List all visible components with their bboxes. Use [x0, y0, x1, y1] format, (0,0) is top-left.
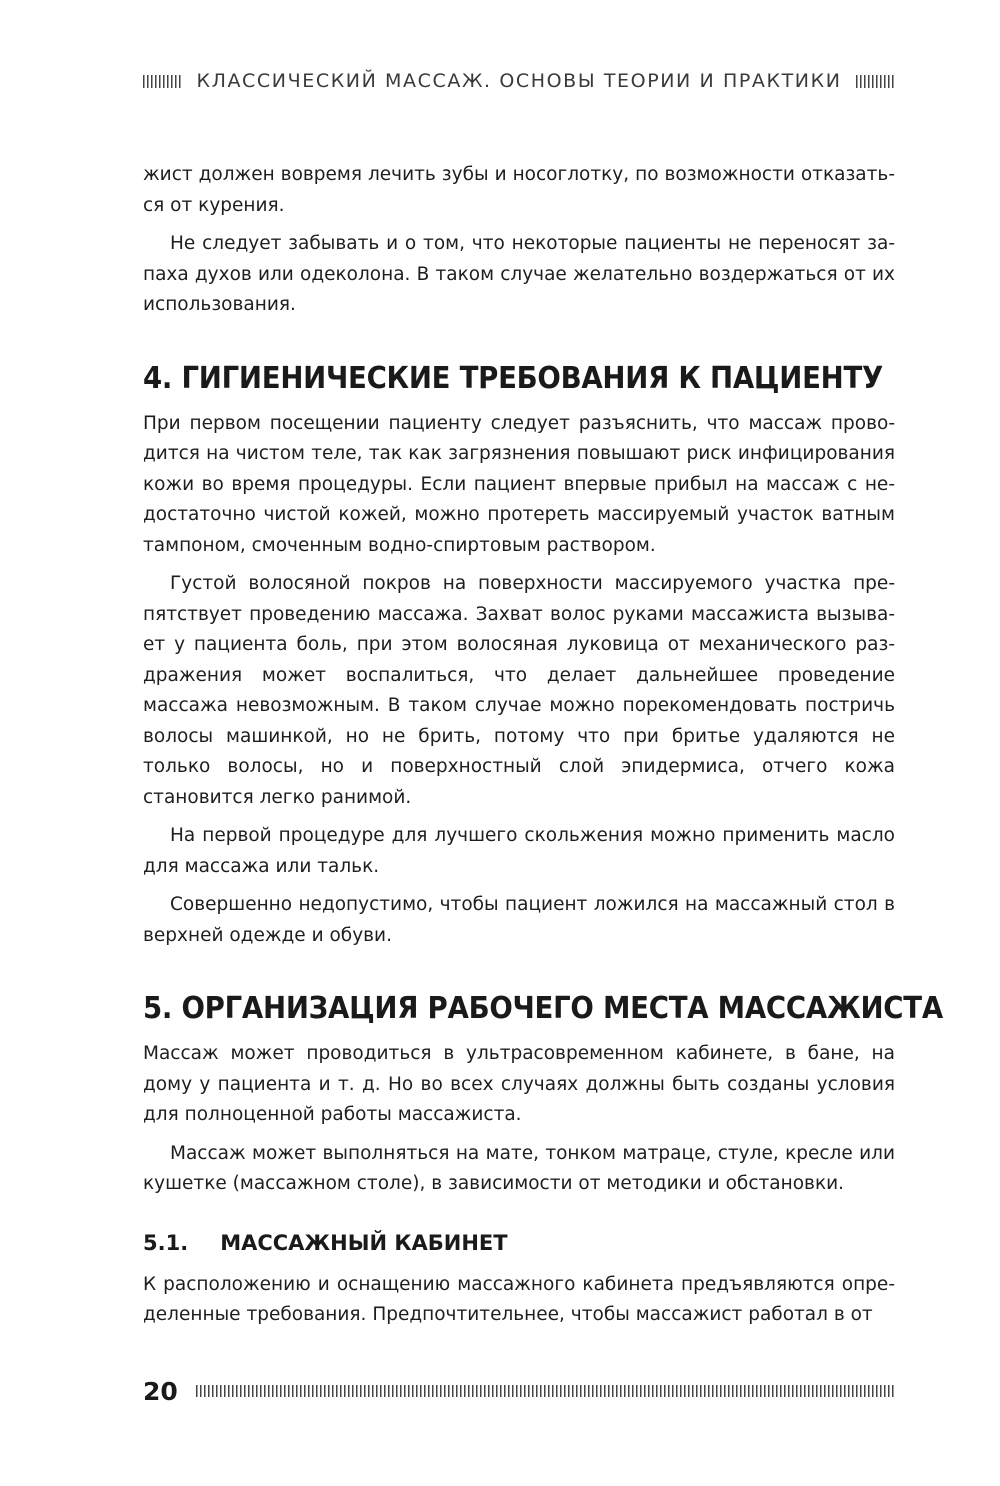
- paragraph: При первом посещении пациенту следует разъяснить, что массаж проводится на чистом теле, так как загрязнения повышают риск инфицирования кожи во время процедуры. Если пациент впервые прибыл на массаж с недостаточно чистой кожей, можно протереть массируемый участок ватным тампоном, смоченным водно-спиртовым раствором.: [143, 412, 895, 556]
- running-head: [143, 64, 895, 98]
- continued-paragraph: жист должен вовремя лечить зубы и носоглотку, по возможности отказаться от курения.: [143, 164, 895, 216]
- paragraph: Массаж может выполняться на мате, тонком матраце, стуле, кресле или кушетке (массажном столе), в зависимости от методики и обстановки.: [143, 1142, 895, 1194]
- paragraph: Густой волосяной покров на поверхности массируемого участка препятствует проведению массажа. Захват волос руками массажиста вызывает у пациента боль, при этом волосяная луковица от механического раздражения может воспалиться, что делает дальнейшее проведение массажа невозможным. В таком случае можно порекомендовать постричь волосы машинкой, но не брить, потому что при бритье удаляются не только волосы, но и поверхностный слой эпидермиса, отчего кожа становится легко ранимой.: [143, 573, 895, 808]
- subsection-number: 5.1.: [143, 1230, 189, 1255]
- subsection-title: МАССАЖНЫЙ КАБИНЕТ: [220, 1230, 508, 1255]
- page-number: 20: [143, 1376, 178, 1406]
- page-body: [143, 160, 943, 1339]
- section-5-heading: 5. ОРГАНИЗАЦИЯ РАБОЧЕГО МЕСТА МАССАЖИСТА: [143, 991, 943, 1026]
- page-footer: [143, 1374, 895, 1408]
- paragraph: Не следует забывать и о том, что некоторые пациенты не переносят запаха духов или одеколона. В таком случае желательно воздержаться от их использования.: [143, 233, 895, 315]
- footer-rule: [196, 1385, 895, 1397]
- running-head-title: КЛАССИЧЕСКИЙ МАССАЖ. ОСНОВЫ ТЕОРИИ И ПРАКТИКИ: [196, 70, 842, 92]
- subsection-5-1-heading: [143, 1228, 895, 1258]
- paragraph: Массаж может проводиться в ультрасовременном кабинете, в бане, на дому у пациента и т. д. Но во всех случаях должны быть созданы условия для полноценной работы массажиста.: [143, 1043, 895, 1125]
- running-head-rule-left: [143, 75, 182, 88]
- section-4-heading: 4. ГИГИЕНИЧЕСКИЕ ТРЕБОВАНИЯ К ПАЦИЕНТУ: [143, 360, 884, 396]
- running-head-rule-right: [856, 75, 895, 88]
- paragraph: Совершенно недопустимо, чтобы пациент ложился на массажный стол в верхней одежде и обуви.: [143, 894, 895, 946]
- paragraph: На первой процедуре для лучшего скольжения можно применить масло для массажа или тальк.: [143, 825, 895, 877]
- paragraph: К расположению и оснащению массажного кабинета предъявляются определенные требования. Предпочтительнее, чтобы массажист работал в от: [143, 1273, 895, 1325]
